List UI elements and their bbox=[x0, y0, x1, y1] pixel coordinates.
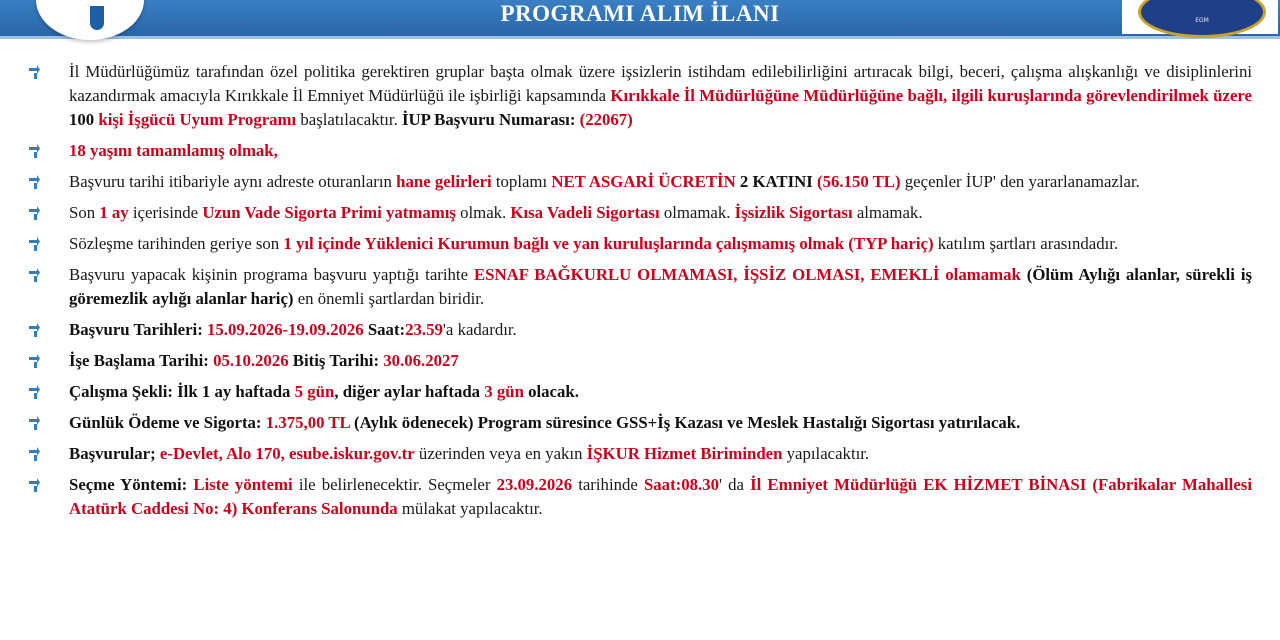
arrow-bullet-icon bbox=[28, 447, 40, 461]
item-text-segment: Saat: bbox=[363, 320, 406, 339]
item-text-segment: Kısa Vadeli Sigortası bbox=[510, 203, 660, 222]
item-text-segment: e-Devlet, Alo 170, esube.iskur.gov.tr bbox=[159, 444, 415, 463]
item-text-segment: Günlük Ödeme ve Sigorta: bbox=[69, 413, 266, 432]
item-text-segment: Saat:08.30 bbox=[643, 475, 720, 494]
item-text-segment: Son bbox=[69, 203, 100, 222]
page-title: PROGRAMI ALIM İLANI bbox=[500, 1, 780, 26]
item-text-segment: mülakat yapılacaktır. bbox=[397, 499, 543, 518]
list-item bbox=[28, 263, 1252, 311]
list-item bbox=[28, 170, 1252, 194]
item-text-segment: Başvurular; bbox=[69, 444, 160, 463]
item-text-segment: başlatılacaktır. bbox=[296, 110, 402, 129]
item-text-segment: 23.09.2026 bbox=[496, 475, 573, 494]
list-item bbox=[28, 232, 1252, 256]
item-text-segment: geçenler İUP' den yararlanamazlar. bbox=[900, 172, 1140, 191]
item-text-segment: Liste yöntemi bbox=[193, 475, 293, 494]
item-text-segment: olmamak. bbox=[659, 203, 735, 222]
arrow-bullet-icon bbox=[28, 416, 40, 430]
arrow-bullet-icon bbox=[28, 323, 40, 337]
arrow-bullet-icon bbox=[28, 65, 40, 79]
seal-text: EGM bbox=[1195, 17, 1209, 24]
item-text-segment: Bitiş Tarihi: bbox=[288, 351, 384, 370]
list-item bbox=[28, 201, 1252, 225]
item-text-segment: 30.06.2027 bbox=[383, 351, 459, 370]
list-item bbox=[28, 442, 1252, 466]
item-text-segment: 1 yıl içinde Yüklenici Kurumun bağlı ve yan kuruluşlarında çalışmamış olmak (TYP hariç) bbox=[283, 234, 934, 253]
item-text-segment: üzerinden veya en yakın bbox=[414, 444, 587, 463]
arrow-bullet-icon bbox=[28, 206, 40, 220]
police-seal-icon bbox=[1122, 0, 1278, 34]
item-text-segment: İl Emniyet Müdürlüğü EK HİZMET BİNASI (Fabrikalar Mahallesi Atatürk Caddesi No: 4) Konferans Salonunda bbox=[69, 475, 1252, 518]
list-item bbox=[28, 318, 1252, 342]
list-item bbox=[28, 411, 1252, 435]
item-text-segment: katılım şartları arasındadır. bbox=[933, 234, 1119, 253]
list-item bbox=[28, 60, 1252, 132]
item-text-segment: 3 gün bbox=[484, 382, 524, 401]
item-text-segment: Başvuru Tarihleri: bbox=[69, 320, 208, 339]
item-text-segment: toplamı bbox=[491, 172, 552, 191]
item-text-segment: en önemli şartlardan biridir. bbox=[293, 289, 485, 308]
item-text-segment: içerisinde bbox=[128, 203, 203, 222]
item-text-segment: olacak. bbox=[523, 382, 579, 401]
item-text-segment: Seçme Yöntemi: bbox=[69, 475, 194, 494]
item-text-segment: 1.375,00 TL bbox=[265, 413, 350, 432]
item-text-segment: İŞKUR Hizmet Biriminden bbox=[586, 444, 783, 463]
item-text-segment: 1 ay bbox=[99, 203, 129, 222]
item-text-segment: (Aylık ödenecek) Program süresince GSS+İş Kazası ve Meslek Hastalığı Sigortası yatırılacak. bbox=[349, 413, 1021, 432]
arrow-bullet-icon bbox=[28, 175, 40, 189]
item-text-segment: (56.150 TL) bbox=[816, 172, 901, 191]
item-text-segment: 2 KATINI bbox=[735, 172, 817, 191]
arrow-bullet-icon bbox=[28, 354, 40, 368]
arrow-bullet-icon bbox=[28, 144, 40, 158]
item-text-segment: 100 bbox=[69, 110, 99, 129]
item-text-segment: almamak. bbox=[852, 203, 923, 222]
item-text-segment: olmak. bbox=[455, 203, 511, 222]
item-text-segment: , diğer aylar haftada bbox=[334, 382, 485, 401]
item-text-segment: İl Müdürlüğümüz tarafından özel politika gerektiren gruplar başta olmak üzere işsizlerin istihdam edilebilirliğini artıracak bilgi, beceri, çalışma alışkanlığı ve disiplinlerini kazandırmak amacıyla Kırıkkale İl Emniyet Müdürlüğü ile işbirliği kapsamında bbox=[69, 62, 1252, 105]
item-text-segment: 05.10.2026 bbox=[213, 351, 289, 370]
item-text-segment: Başvuru tarihi itibariyle aynı adreste oturanların bbox=[69, 172, 397, 191]
list-item bbox=[28, 380, 1252, 404]
announcement-list bbox=[28, 60, 1252, 528]
item-text-segment: yapılacaktır. bbox=[782, 444, 870, 463]
item-text-segment: NET ASGARİ ÜCRETİN bbox=[551, 172, 736, 191]
item-text-segment: hane gelirleri bbox=[396, 172, 492, 191]
list-item bbox=[28, 349, 1252, 373]
arrow-bullet-icon bbox=[28, 385, 40, 399]
item-text-segment: Başvuru yapacak kişinin programa başvuru yaptığı tarihte bbox=[69, 265, 474, 284]
item-text-segment: kişi İşgücü Uyum Programı bbox=[98, 110, 297, 129]
list-item bbox=[28, 473, 1252, 521]
item-text-segment: 5 gün bbox=[294, 382, 335, 401]
item-text-segment: İşsizlik Sigortası bbox=[734, 203, 853, 222]
item-text-segment: 'a kadardır. bbox=[442, 320, 517, 339]
item-text-segment: İUP Başvuru Numarası: bbox=[401, 110, 580, 129]
item-text-segment: Sözleşme tarihinden geriye son bbox=[69, 234, 284, 253]
item-text-segment: ' da bbox=[719, 475, 751, 494]
item-text-segment: 15.09.2026-19.09.2026 bbox=[207, 320, 364, 339]
item-text-segment: 23.59 bbox=[405, 320, 443, 339]
item-text-segment: Uzun Vade Sigorta Primi yatmamış bbox=[202, 203, 456, 222]
item-text-segment: Çalışma Şekli: İlk 1 ay haftada bbox=[69, 382, 295, 401]
seal-emblem bbox=[1138, 0, 1266, 38]
header-banner bbox=[0, 0, 1280, 39]
item-text-segment: ile belirlenecektir. Seçmeler bbox=[292, 475, 497, 494]
arrow-bullet-icon bbox=[28, 478, 40, 492]
item-text-segment: ESNAF BAĞKURLU OLMAMASI, İŞSİZ OLMASI, EMEKLİ olamamak bbox=[473, 265, 1021, 284]
item-text-segment: (22067) bbox=[579, 110, 633, 129]
item-text-segment: (Ölüm Aylığı alanlar, sürekli iş göremezlik aylığı alanlar hariç) bbox=[69, 265, 1253, 308]
item-text-segment: tarihinde bbox=[572, 475, 644, 494]
arrow-bullet-icon bbox=[28, 237, 40, 251]
logo-mark bbox=[90, 6, 104, 30]
item-text-segment: 18 yaşını tamamlamış olmak, bbox=[69, 141, 278, 160]
list-item bbox=[28, 139, 1252, 163]
item-text-segment: İşe Başlama Tarihi: bbox=[69, 351, 214, 370]
item-text-segment: Kırıkkale İl Müdürlüğüne Müdürlüğüne bağlı, ilgili kuruşlarında görevlendirilmek üzere bbox=[610, 86, 1252, 105]
arrow-bullet-icon bbox=[28, 268, 40, 282]
